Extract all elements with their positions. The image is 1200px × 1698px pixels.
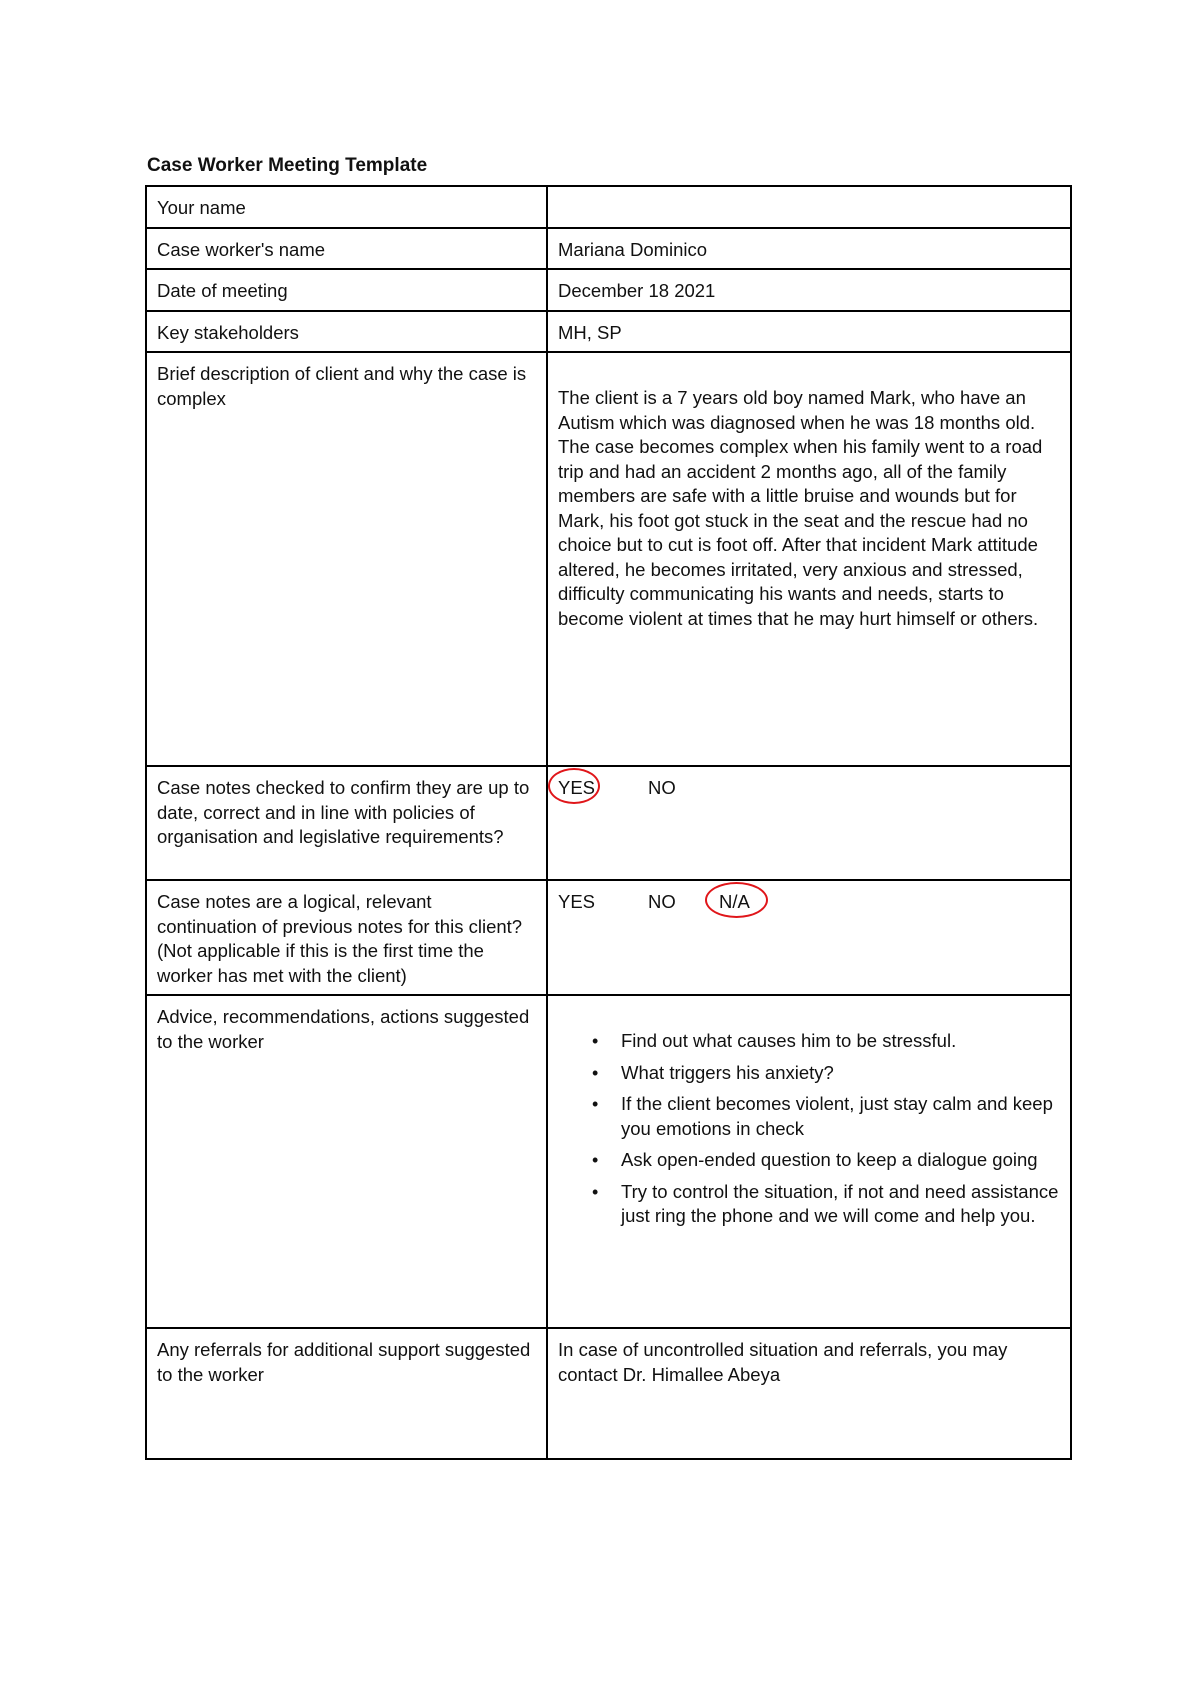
table-row-date [146,269,1071,311]
list-item [558,1061,1060,1086]
case-worker-value[interactable]: Mariana Dominico [547,228,1071,270]
case-worker-label: Case worker's name [146,228,547,270]
advice-label: Advice, recommendations, actions suggested to the worker [146,995,547,1328]
option-no[interactable] [648,776,719,801]
advice-text: Try to control the situation, if not and need assistance just ring the phone and we will come and help you. [621,1180,1059,1226]
spacer [558,1005,1060,1029]
advice-text: Ask open-ended question to keep a dialogue going [621,1149,1038,1170]
table-row-notes-checked [146,766,1071,880]
notes-logical-label: Case notes are a logical, relevant continuation of previous notes for this client? (Not applicable if this is the first time the worker has met with the client) [146,880,547,995]
list-item [558,1148,1060,1173]
notes-logical-options [547,880,1071,995]
advice-text: If the client becomes violent, just stay calm and keep you emotions in check [621,1093,1053,1139]
date-label: Date of meeting [146,269,547,311]
meeting-form-table [145,185,1072,1460]
bullet-icon: • [592,1181,599,1202]
description-cell [547,352,1071,766]
bullet-icon: • [592,1150,599,1170]
description-label: Brief description of client and why the case is complex [146,352,547,766]
selection-circle [705,882,768,918]
table-row-notes-logical [146,880,1071,995]
your-name-label: Your name [146,186,547,228]
option-yes[interactable] [558,890,648,915]
table-row-referrals [146,1328,1071,1459]
table-row-stakeholders [146,311,1071,353]
notes-checked-options [547,766,1071,880]
document-title: Case Worker Meeting Template [147,155,428,176]
table-row-advice [146,995,1071,1328]
stakeholders-value[interactable]: MH, SP [547,311,1071,353]
date-value[interactable]: December 18 2021 [547,269,1071,311]
list-item [558,1180,1060,1229]
description-value[interactable]: The client is a 7 years old boy named Mark, who have an Autism which was diagnosed when he was 18 months old. The case becomes complex when his family went to a road trip and had an accident 2 months ago, all of the family members are safe with a little bruise and wounds but for Mark, his foot got stuck in the seat and the rescue had no choice but to cut is foot off. After that incident Mark attitude altered, he becomes irritated, very anxious and stressed, difficulty communicating his wants and needs, starts to become violent at times that he may hurt himself or others. [558,387,1043,629]
list-item [558,1029,1060,1054]
bullet-icon: • [592,1062,599,1083]
notes-checked-label: Case notes checked to confirm they are up to date, correct and in line with policies of organisation and legislative requirements? [146,766,547,880]
bullet-icon: • [592,1031,599,1051]
your-name-value[interactable] [547,186,1071,228]
option-label: NO [648,777,676,798]
referrals-label: Any referrals for additional support suggested to the worker [146,1328,547,1459]
option-label: NO [648,891,676,912]
table-row-description [146,352,1071,766]
option-label: YES [558,777,596,798]
referrals-value[interactable]: In case of uncontrolled situation and referrals, you may contact Dr. Himallee Abeya [547,1328,1071,1459]
table-row-case-worker [146,228,1071,270]
advice-cell [547,995,1071,1328]
option-label: N/A [719,891,750,912]
spacer [558,362,1060,386]
list-item [558,1092,1060,1141]
selection-circle [548,768,600,804]
advice-list [558,1029,1060,1229]
table-row-your-name [146,186,1071,228]
advice-text: What triggers his anxiety? [621,1061,834,1083]
option-na[interactable] [719,890,750,915]
option-label: YES [558,891,596,912]
stakeholders-label: Key stakeholders [146,311,547,353]
option-yes[interactable] [558,776,648,801]
advice-text: Find out what causes him to be stressful. [621,1030,957,1051]
bullet-icon: • [592,1094,599,1114]
